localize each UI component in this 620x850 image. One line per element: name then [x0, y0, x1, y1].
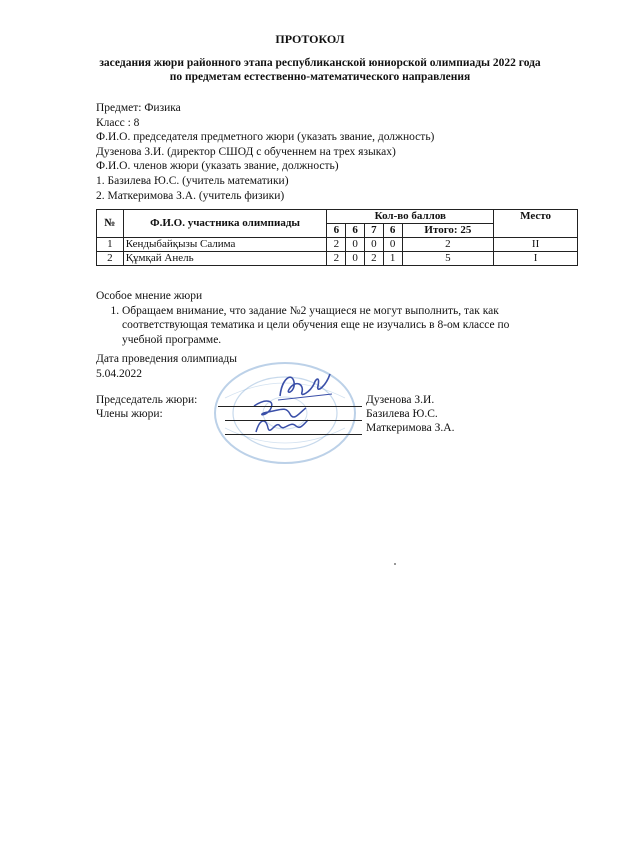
row-total: 5 [402, 252, 494, 266]
special-item-line-1: Обращаем внимание, что задание №2 учащиеся не могут выполнить, так как [122, 304, 499, 317]
subtitle-line-1: заседания жюри районного этапа республиканской юниорской олимпиады 2022 года [99, 57, 541, 69]
table-row [97, 252, 578, 266]
row-place: I [494, 252, 578, 266]
grade-line: Класс : 8 [96, 116, 140, 129]
special-item-line-3: учебной программе. [122, 333, 222, 346]
chair-signature-label: Председатель жюри: [96, 394, 198, 406]
results-table [96, 209, 578, 266]
row-score: 0 [346, 252, 365, 266]
chair-signature-row [96, 393, 197, 407]
max-score-2: 6 [346, 224, 365, 238]
members-signature-label: Члены жюри: [96, 408, 163, 420]
special-opinion [96, 289, 566, 347]
date-label: Дата проведения олимпиады [96, 353, 237, 365]
header-name: Ф.И.О. участника олимпиады [123, 210, 327, 238]
member-2: 2. Маткеримова З.А. (учитель физики) [96, 189, 285, 202]
row-score: 2 [327, 238, 346, 252]
max-score-1: 6 [327, 224, 346, 238]
max-score-4: 6 [383, 224, 402, 238]
row-score: 2 [365, 252, 384, 266]
member-1: 1. Базилева Ю.С. (учитель математики) [96, 174, 289, 187]
member2-signature-line [225, 434, 362, 435]
row-score: 2 [327, 252, 346, 266]
row-score: 0 [383, 238, 402, 252]
row-num: 2 [97, 252, 124, 266]
row-name: Кендыбайқызы Салима [123, 238, 327, 252]
chair-value: Дузенова З.И. (директор СШОД с обученнем на трех языках) [96, 145, 396, 158]
row-name: Құмқай Анель [123, 252, 327, 266]
subject-line: Предмет: Физика [96, 102, 181, 114]
header-place: Место [494, 210, 578, 238]
row-num: 1 [97, 238, 124, 252]
row-score: 1 [383, 252, 402, 266]
row-score: 0 [365, 238, 384, 252]
table-header-row [97, 210, 578, 224]
max-score-3: 7 [365, 224, 384, 238]
total-header: Итого: 25 [402, 224, 494, 238]
chair-signature-name: Дузенова З.И. [366, 394, 435, 406]
jury-info [96, 101, 434, 203]
member2-signature-name: Маткеримова З.А. [366, 422, 455, 434]
members-label: Ф.И.О. членов жюри (указать звание, должность) [96, 160, 339, 173]
special-item-line-2: соответствующая тематика и цели обучения еще не изучались в 8-ом классе по [122, 319, 510, 331]
chair-signature-line [218, 406, 362, 407]
subtitle-line-2: по предметам естественно-математического направления [169, 71, 471, 83]
document-subtitle [40, 56, 600, 84]
table-row [97, 238, 578, 252]
row-place: II [494, 238, 578, 252]
special-list [96, 304, 566, 348]
header-scores: Кол-во баллов [327, 210, 494, 224]
row-score: 0 [346, 238, 365, 252]
scan-speck [394, 563, 396, 565]
special-heading: Особое мнение жюри [96, 290, 203, 302]
header-num: № [97, 210, 124, 238]
member1-signature-line [225, 420, 362, 421]
row-total: 2 [402, 238, 494, 252]
document-title: ПРОТОКОЛ [275, 32, 345, 46]
date-value: 5.04.2022 [96, 367, 142, 380]
member1-signature-name: Базилева Ю.С. [366, 408, 438, 420]
chair-label: Ф.И.О. председателя предметного жюри (указать звание, должность) [96, 131, 435, 144]
special-item [122, 304, 566, 348]
